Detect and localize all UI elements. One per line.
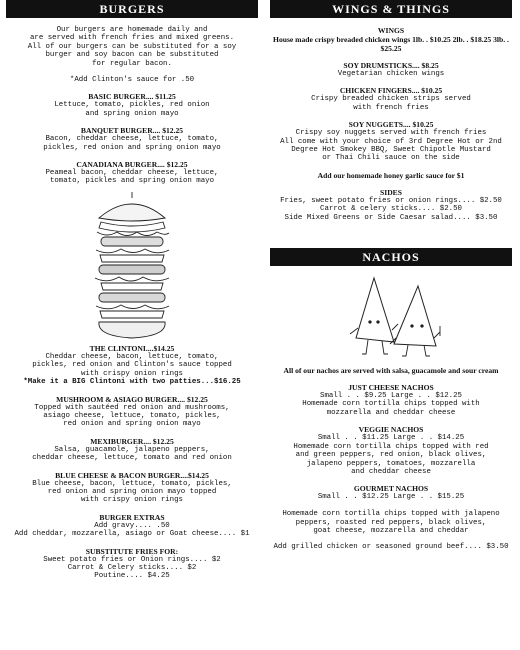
nachos-heading: NACHOS bbox=[270, 248, 512, 266]
item-description: Vegetarian chicken wings bbox=[337, 70, 445, 78]
menu-item-banquet-burger bbox=[6, 126, 258, 152]
item-description: Salsa, guacamole, jalapeno peppers, cheddar cheese, lettuce, tomato and red onion bbox=[32, 445, 232, 463]
honey-garlic-note: Add our homemade honey garlic sauce for $1 bbox=[317, 170, 465, 180]
item-description: Small . . $9.25 Large . . $12.25 Homemade corn tortilla chips topped with mozzarella and cheddar cheese bbox=[302, 392, 480, 417]
item-name: CANADIANA BURGER.... $12.25 bbox=[76, 160, 188, 170]
nachos-add-meat-note: Add grilled chicken or seasoned ground beef.... $3.50 bbox=[273, 543, 509, 552]
wings-nachos-column bbox=[270, 0, 512, 552]
item-name: SOY DRUMSTICKS.... $8.25 bbox=[343, 61, 439, 70]
nacho-chips-illustration bbox=[336, 272, 446, 360]
item-description: Blue cheese, bacon, lettuce, tomato, pickles, red onion and spring onion mayo topped with crispy onion rings bbox=[32, 479, 232, 505]
menu-item-mexiburger bbox=[6, 437, 258, 463]
item-name: SUBSTITUTE FRIES FOR: bbox=[85, 546, 179, 556]
wings-heading: WINGS & THINGS bbox=[270, 0, 512, 18]
tall-burger-illustration bbox=[87, 192, 177, 342]
menu-item-canadiana-burger bbox=[6, 160, 258, 186]
burger-extras bbox=[6, 513, 258, 539]
item-description: Crispy soy nuggets served with french fries All come with your choice of 3rd Degree Hot or 2nd Degree Hot Smokey BBQ, Sweet Chipotle Mustard or Thai Chili sauce on the side bbox=[280, 129, 502, 163]
item-name: JUST CHEESE NACHOS bbox=[348, 383, 434, 393]
burgers-intro: Our burgers are homemade daily and are served with french fries and mixed greens. All of our burgers can be substituted for a soy burger and soy bacon can be substituted for regular bacon. bbox=[27, 26, 237, 68]
item-name: SIDES bbox=[380, 187, 402, 197]
item-description: Small . . $11.25 Large . . $14.25 Homemade corn tortilla chips topped with red and green peppers, red onion, black olives, jalapeno peppers, tomatoes, mozzarella and cheddar cheese bbox=[293, 434, 489, 476]
item-description: Bacon, cheddar cheese, lettuce, tomato, pickles, red onion and spring onion mayo bbox=[43, 135, 221, 152]
sides bbox=[270, 188, 512, 222]
item-name: SOY NUGGETS.... $10.25 bbox=[348, 120, 434, 130]
big-clintoni-note: *Make it a BIG Clintoni with two patties...$16.25 bbox=[23, 378, 241, 387]
item-name: CHICKEN FINGERS.... $10.25 bbox=[339, 86, 443, 96]
nachos-intro: All of our nachos are served with salsa, guacamole and sour cream bbox=[283, 366, 499, 376]
substitute-fries bbox=[6, 547, 258, 581]
item-name: MUSHROOM & ASIAGO BURGER.... $12.25 bbox=[56, 394, 208, 404]
item-name: VEGGIE NACHOS bbox=[358, 425, 424, 435]
menu-item-wings bbox=[270, 26, 512, 53]
menu-item-soy-drumsticks bbox=[270, 61, 512, 78]
item-description: Fries, sweet potato fries or onion rings.... $2.50 Carrot & celery sticks.... $2.50 Side Mixed Greens or Side Caesar salad.... $3.50 bbox=[280, 196, 502, 222]
item-name: WINGS bbox=[377, 26, 405, 35]
burgers-column bbox=[6, 0, 258, 581]
menu-item-veggie-nachos bbox=[270, 425, 512, 476]
menu-item-soy-nuggets bbox=[270, 120, 512, 163]
item-description: House made crispy breaded chicken wings 1lb. . $10.25 2lb. . $18.25 3lb. . $25.25 bbox=[273, 35, 509, 53]
item-name: GOURMET NACHOS bbox=[353, 484, 429, 494]
menu-item-chicken-fingers bbox=[270, 86, 512, 112]
menu-item-the-clintoni bbox=[6, 344, 258, 387]
item-description: Add gravy.... .50 Add cheddar, mozzarella, asiago or Goat cheese.... $1 bbox=[14, 521, 250, 539]
item-name: THE CLINTONI....$14.25 bbox=[89, 343, 175, 353]
clintons-sauce-note: *Add Clinton's sauce for .50 bbox=[69, 76, 195, 85]
item-description: Crispy breaded chicken strips served with french fries bbox=[311, 95, 471, 112]
menu-item-blue-cheese-bacon-burger bbox=[6, 471, 258, 505]
burgers-heading: BURGERS bbox=[6, 0, 258, 18]
item-name: BASIC BURGER.... $11.25 bbox=[88, 92, 176, 102]
item-name: MEXIBURGER.... $12.25 bbox=[90, 436, 174, 446]
menu-item-basic-burger bbox=[6, 92, 258, 118]
menu-item-mushroom-asiago-burger bbox=[6, 395, 258, 429]
item-name: BLUE CHEESE & BACON BURGER....$14.25 bbox=[55, 470, 209, 480]
item-description: Cheddar cheese, bacon, lettuce, tomato, pickles, red onion and Clinton's sauce topped with crispy onion rings bbox=[32, 352, 232, 378]
menu-item-gourmet-nachos bbox=[270, 484, 512, 535]
item-description: Peameal bacon, cheddar cheese, lettuce, tomato, pickles and spring onion mayo bbox=[45, 169, 219, 186]
item-description: Topped with sautéed red onion and mushrooms, asiago cheese, lettuce, tomato, pickles, red onion and spring onion mayo bbox=[34, 403, 230, 429]
item-description: Sweet potato fries or Onion rings.... $2 Carrot & Celery sticks.... $2 Poutine.... $4.25 bbox=[43, 555, 221, 581]
item-description: Small . . $12.25 Large . . $15.25 Homemade corn tortilla chips topped with jalapeno peppers, roasted red peppers, black olives, goat cheese, mozzarella and cheddar bbox=[282, 493, 500, 535]
item-description: Lettuce, tomato, pickles, red onion and spring onion mayo bbox=[54, 101, 210, 118]
item-name: BURGER EXTRAS bbox=[99, 512, 165, 522]
menu-item-just-cheese-nachos bbox=[270, 383, 512, 417]
item-name: BANQUET BURGER.... $12.25 bbox=[80, 126, 184, 136]
